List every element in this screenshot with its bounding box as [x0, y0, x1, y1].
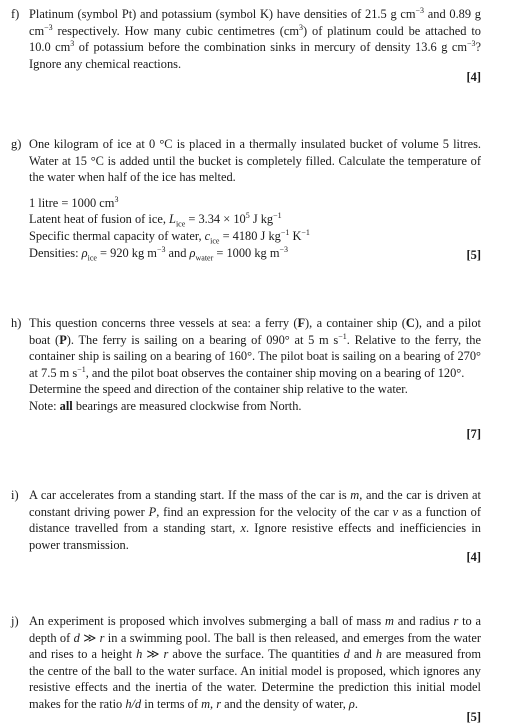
question-label: i) [11, 488, 19, 502]
question-label: j) [11, 614, 19, 628]
question-label: h) [11, 316, 22, 330]
marks-badge: [4] [466, 550, 481, 564]
marks-badge: [7] [466, 427, 481, 441]
question-text: An experiment is proposed which involves submerging a ball of mass m and radius r to a depth of d ≫ r in a swimming pool. The ball is then released, and emerges from the water and rises to a height h ≫ r above the surface. The quantities d and h are measured from the centre of the ball to the water surface. An initial model is proposed, which ignores any resistive effects and the inertia of the water. Determine the prediction this initial model makes for the ratio h/d in terms of m, r and the density of water, ρ. [29, 614, 482, 711]
marks-badge: [5] [466, 710, 481, 724]
question-j [11, 613, 482, 724]
question-text: A car accelerates from a standing start. If the mass of the car is m, and the car is driven at constant driving power P, find an expression for the velocity of the car v as a function of distance travelled from a standing start, x. Ignore resistive effects and inefficiencies in power transmission. [29, 488, 482, 552]
question-text: Platinum (symbol Pt) and potassium (symbol K) have densities of 21.5 g $cm^{-3}$ and 0.89 g $cm^{-3}$ respectively. How many cubic centimetres $(cm^3)$ of platinum could be attached to 10.0 $cm^3$ of potassium before the combination sinks in mercury of density 13.6 g $cm^{-3}$? Ignore any chemical reactions. [29, 5, 481, 71]
question-i [11, 487, 482, 564]
marks-badge: [4] [466, 70, 481, 84]
question-label: g) [11, 137, 22, 151]
marks-badge: [5] [466, 248, 481, 262]
question-h [11, 315, 481, 441]
question-text: One kilogram of ice at 0 °C is placed in a thermally insulated bucket of volume 5 litres. Water at 15 °C is added until the bucket is completely filled. Calculate the temperature of the water when half of the ice has melted. 1 litre = 1000 $cm^3$ Latent heat of fusion of ice, $L_{ice} = 3.34 \times 10^5$ J $kg^{-1}$ Specific thermal capacity of water, $c_{ice} = 4180$ J $kg^{-1}$ $K^{-1}$ Densities: $\rho_{ice} = 920$ kg $m^{-3}$ and $\rho_{water} = 1000$ kg $m^{-3}$ [29, 137, 481, 263]
question-g [11, 136, 481, 261]
question-label: f) [11, 7, 20, 21]
question-text: This question concerns three vessels at sea: a ferry (F), a container ship (C), and a pilot boat (P). The ferry is sailing on a bearing of 090° at 5 m $s^{-1}$. Relative to the ferry, the container ship is sailing on a bearing of 160°. The pilot boat is sailing on a bearing of 270° at 7.5 m $s^{-1}$, and the pilot boat observes the container ship moving on a bearing of 120°. Determine the speed and direction of the container ship relative to the water. Note: all bearings are measured clockwise from North. [29, 316, 481, 413]
question-f [11, 5, 481, 84]
given-data: 1 litre = 1000 $cm^3$ Latent heat of fusion of ice, $L_{ice} = 3.34 \times 10^5$ J $kg^{-1}$ Specific thermal capacity of water, $c_{ice} = 4180$ J $kg^{-1}$ $K^{-1}$ Densities: $\rho_{ice} = 920$ kg $m^{-3}$ and $\rho_{water} = 1000$ kg $m^{-3}$ [29, 194, 310, 263]
